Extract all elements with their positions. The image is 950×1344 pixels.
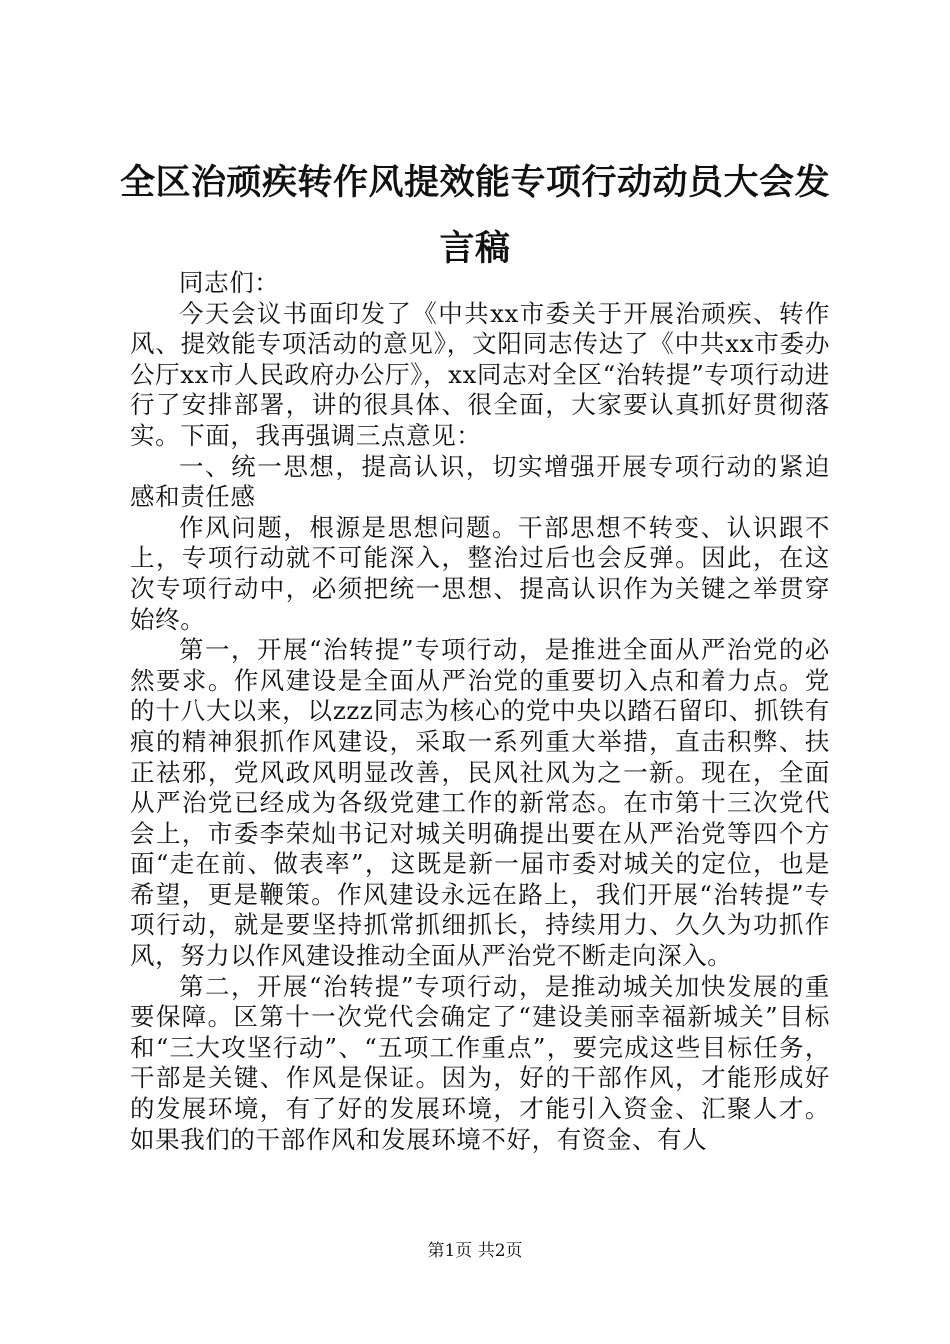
document-title: 全区治顽疾转作风提效能专项行动动员大会发言稿: [119, 162, 830, 269]
salutation-paragraph: 同志们：: [179, 268, 280, 297]
document-body: [130, 268, 830, 1155]
body-paragraph: 第二，开展“治转提”专项行动，是推动城关加快发展的重要保障。区第十一次党代会确定了“建设美丽幸福新城关”目标和“三大攻坚行动”、“五项工作重点”，要完成这些目标任务，干部是关键、作风是保证。因为，好的干部作风，才能形成好的发展环境，有了好的发展环境，才能引入资金、汇聚人才。如果我们的干部作风和发展环境不好，有资金、有人: [130, 971, 830, 1154]
body-paragraph: 今天会议书面印发了《中共xx市委关于开展治顽疾、转作风、提效能专项活动的意见》，文阳同志传达了《中共xx市委办公厅xx市人民政府办公厅》，xx同志对全区“治转提”专项行动进行了安排部署，讲的很具体、很全面，大家要认真抓好贯彻落实。下面，我再强调三点意见：: [130, 298, 830, 450]
page-number-footer: 第1页 共2页: [427, 1241, 523, 1261]
section-heading: 一、统一思想，提高认识，切实增强开展专项行动的紧迫感和责任感: [130, 451, 830, 512]
body-paragraph: 第一，开展“治转提”专项行动，是推进全面从严治党的必然要求。作风建设是全面从严治党的重要切入点和着力点。党的十八大以来，以zzz同志为核心的党中央以踏石留印、抓铁有痕的精神狠抓作风建设，采取一系列重大举措，直击积弊、扶正祛邪，党风政风明显改善，民风社风为之一新。现在，全面从严治党已经成为各级党建工作的新常态。在市第十三次党代会上，市委李荣灿书记对城关明确提出要在从严治党等四个方面“走在前、做表率”，这既是新一届市委对城关的定位，也是希望，更是鞭策。作风建设永远在路上，我们开展“治转提”专项行动，就是要坚持抓常抓细抓长，持续用力、久久为功抓作风，努力以作风建设推动全面从严治党不断走向深入。: [130, 635, 830, 971]
body-paragraph: 作风问题，根源是思想问题。干部思想不转变、认识跟不上，专项行动就不可能深入，整治过后也会反弹。因此，在这次专项行动中，必须把统一思想、提高认识作为关键之举贯穿始终。: [130, 512, 830, 634]
